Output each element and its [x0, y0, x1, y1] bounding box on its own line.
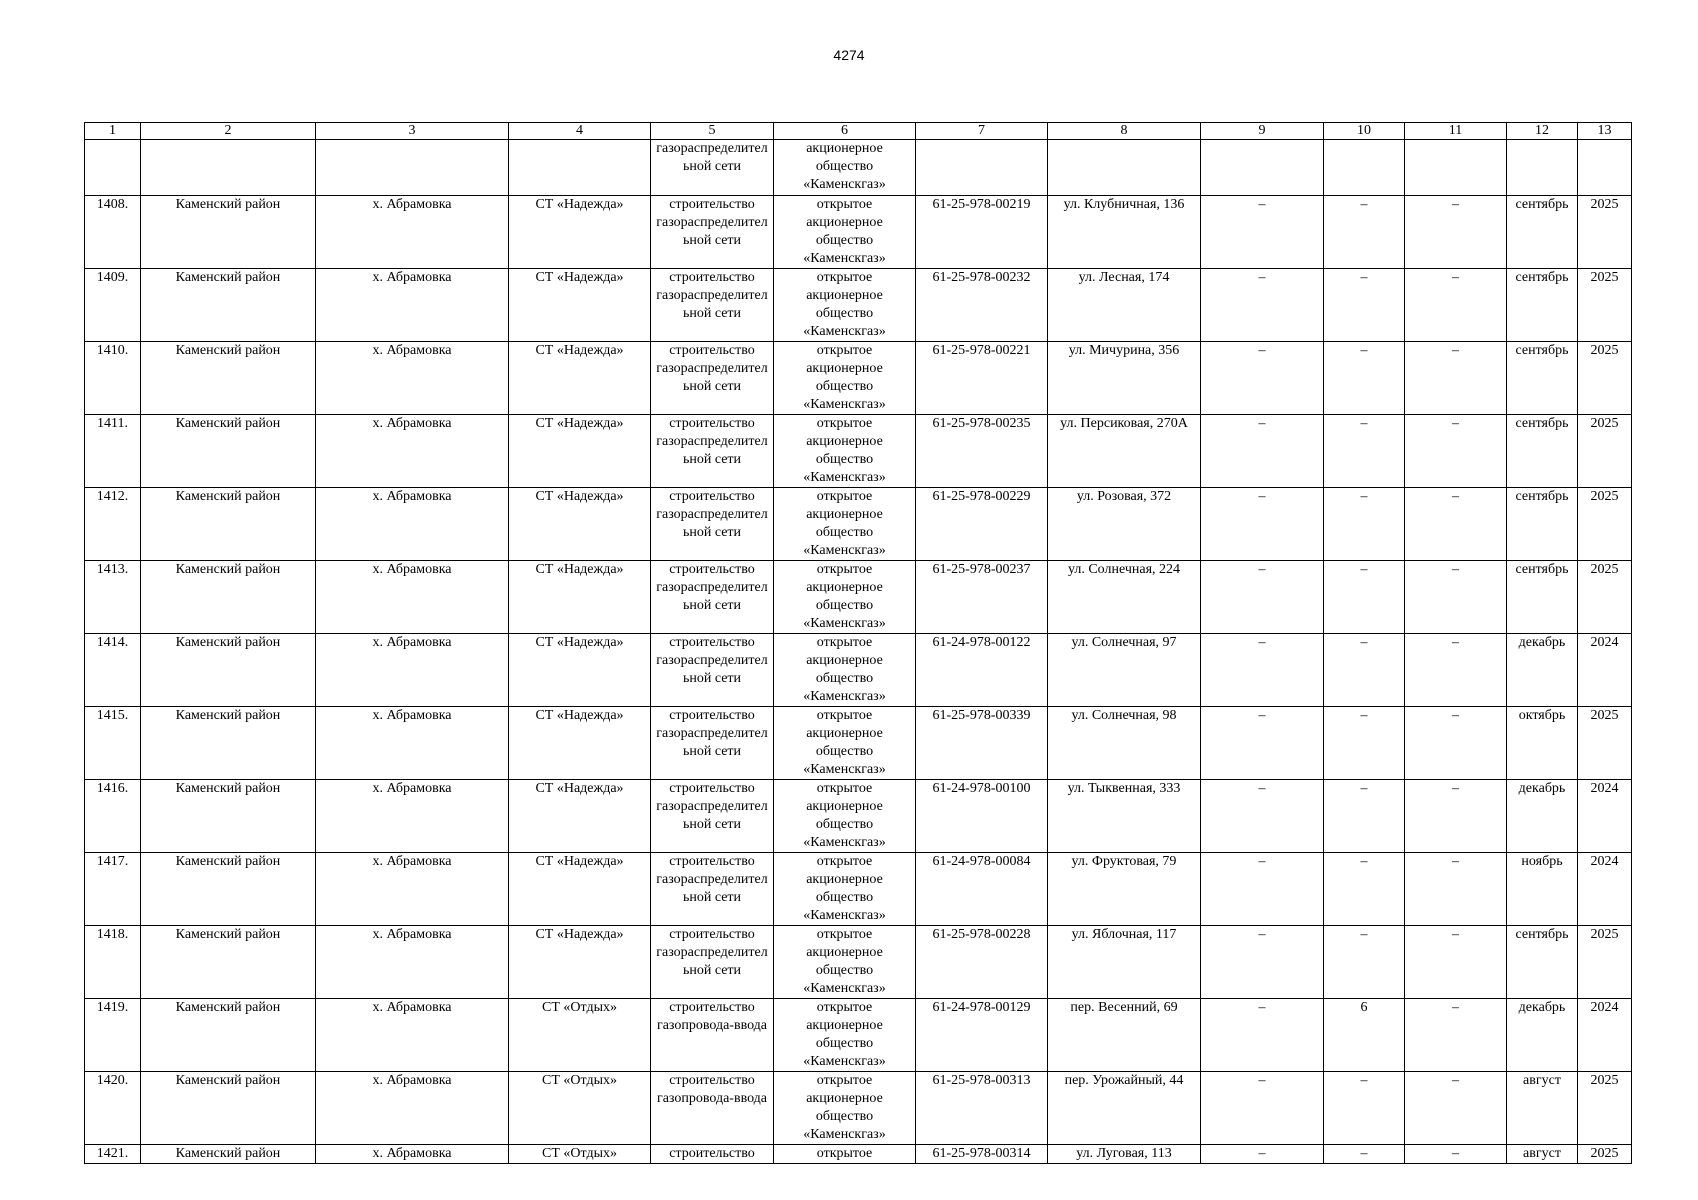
district-cell: Каменский район — [141, 196, 316, 269]
partnership-cell: СТ «Надежда» — [509, 853, 651, 926]
work-type-cell: строительство газопровода-ввода — [651, 1072, 774, 1145]
row-number: 1421. — [85, 1145, 141, 1164]
column-9-cell — [1201, 140, 1324, 196]
column-11-cell: – — [1405, 634, 1507, 707]
column-header: 11 — [1405, 123, 1507, 140]
column-9-cell: – — [1201, 488, 1324, 561]
settlement-cell: х. Абрамовка — [316, 634, 509, 707]
district-cell: Каменский район — [141, 415, 316, 488]
settlement-cell: х. Абрамовка — [316, 1145, 509, 1164]
executor-cell: открытое акционерное общество «Каменскгаз» — [774, 1072, 916, 1145]
column-9-cell: – — [1201, 342, 1324, 415]
column-10-cell: – — [1324, 707, 1405, 780]
executor-cell: открытое акционерное общество «Каменскгаз» — [774, 780, 916, 853]
address-cell: ул. Луговая, 113 — [1048, 1145, 1201, 1164]
year-cell: 2025 — [1578, 342, 1632, 415]
settlement-cell: х. Абрамовка — [316, 488, 509, 561]
address-cell: ул. Солнечная, 224 — [1048, 561, 1201, 634]
year-cell: 2025 — [1578, 1145, 1632, 1164]
address-cell: ул. Солнечная, 97 — [1048, 634, 1201, 707]
executor-cell: открытое акционерное общество «Каменскгаз» — [774, 926, 916, 999]
table-row — [85, 269, 1632, 342]
column-11-cell: – — [1405, 707, 1507, 780]
table-row — [85, 140, 1632, 196]
row-number: 1411. — [85, 415, 141, 488]
row-number — [85, 140, 141, 196]
column-10-cell: – — [1324, 1145, 1405, 1164]
partnership-cell: СТ «Надежда» — [509, 561, 651, 634]
column-header: 3 — [316, 123, 509, 140]
partnership-cell: СТ «Надежда» — [509, 634, 651, 707]
month-cell: декабрь — [1507, 780, 1578, 853]
executor-cell: открытое акционерное общество «Каменскгаз» — [774, 342, 916, 415]
address-cell: ул. Яблочная, 117 — [1048, 926, 1201, 999]
year-cell — [1578, 140, 1632, 196]
row-number: 1415. — [85, 707, 141, 780]
column-9-cell: – — [1201, 269, 1324, 342]
year-cell: 2025 — [1578, 196, 1632, 269]
column-11-cell: – — [1405, 999, 1507, 1072]
executor-cell: открытое акционерное общество «Каменскгаз» — [774, 853, 916, 926]
partnership-cell: СТ «Надежда» — [509, 780, 651, 853]
address-cell: пер. Весенний, 69 — [1048, 999, 1201, 1072]
row-number: 1408. — [85, 196, 141, 269]
column-9-cell: – — [1201, 561, 1324, 634]
registry-code-cell: 61-24-978-00100 — [916, 780, 1048, 853]
work-type-cell: строительство газораспределительной сети — [651, 269, 774, 342]
executor-cell: открытое — [774, 1145, 916, 1164]
address-cell: ул. Фруктовая, 79 — [1048, 853, 1201, 926]
settlement-cell — [316, 140, 509, 196]
executor-cell: открытое акционерное общество «Каменскгаз» — [774, 196, 916, 269]
district-cell: Каменский район — [141, 488, 316, 561]
column-10-cell: – — [1324, 342, 1405, 415]
registry-code-cell: 61-24-978-00122 — [916, 634, 1048, 707]
column-9-cell: – — [1201, 780, 1324, 853]
column-10-cell: – — [1324, 561, 1405, 634]
table-row — [85, 561, 1632, 634]
partnership-cell: СТ «Надежда» — [509, 269, 651, 342]
registry-code-cell: 61-24-978-00129 — [916, 999, 1048, 1072]
year-cell: 2025 — [1578, 561, 1632, 634]
row-number: 1413. — [85, 561, 141, 634]
column-header: 2 — [141, 123, 316, 140]
table-row — [85, 415, 1632, 488]
table-header — [85, 123, 1632, 140]
registry-code-cell: 61-25-978-00314 — [916, 1145, 1048, 1164]
column-11-cell: – — [1405, 269, 1507, 342]
work-type-cell: строительство газораспределительной сети — [651, 707, 774, 780]
column-header: 8 — [1048, 123, 1201, 140]
column-11-cell: – — [1405, 342, 1507, 415]
registry-code-cell: 61-25-978-00219 — [916, 196, 1048, 269]
column-10-cell: – — [1324, 926, 1405, 999]
work-type-cell: строительство — [651, 1145, 774, 1164]
year-cell: 2024 — [1578, 999, 1632, 1072]
district-cell: Каменский район — [141, 269, 316, 342]
settlement-cell: х. Абрамовка — [316, 196, 509, 269]
settlement-cell: х. Абрамовка — [316, 269, 509, 342]
partnership-cell: СТ «Отдых» — [509, 999, 651, 1072]
column-9-cell: – — [1201, 1072, 1324, 1145]
month-cell: сентябрь — [1507, 561, 1578, 634]
column-11-cell: – — [1405, 1072, 1507, 1145]
work-type-cell: строительство газопровода-ввода — [651, 999, 774, 1072]
column-11-cell: – — [1405, 926, 1507, 999]
settlement-cell: х. Абрамовка — [316, 853, 509, 926]
partnership-cell: СТ «Отдых» — [509, 1072, 651, 1145]
month-cell — [1507, 140, 1578, 196]
district-cell: Каменский район — [141, 707, 316, 780]
partnership-cell — [509, 140, 651, 196]
column-10-cell: – — [1324, 1072, 1405, 1145]
settlement-cell: х. Абрамовка — [316, 1072, 509, 1145]
registry-code-cell — [916, 140, 1048, 196]
table-row — [85, 780, 1632, 853]
executor-cell: открытое акционерное общество «Каменскгаз» — [774, 561, 916, 634]
column-11-cell: – — [1405, 415, 1507, 488]
address-cell — [1048, 140, 1201, 196]
registry-code-cell: 61-25-978-00237 — [916, 561, 1048, 634]
table-row — [85, 196, 1632, 269]
work-type-cell: газораспределительной сети — [651, 140, 774, 196]
table-row — [85, 342, 1632, 415]
row-number: 1419. — [85, 999, 141, 1072]
district-cell: Каменский район — [141, 561, 316, 634]
work-type-cell: строительство газораспределительной сети — [651, 488, 774, 561]
year-cell: 2025 — [1578, 488, 1632, 561]
column-11-cell: – — [1405, 488, 1507, 561]
district-cell: Каменский район — [141, 999, 316, 1072]
partnership-cell: СТ «Надежда» — [509, 707, 651, 780]
settlement-cell: х. Абрамовка — [316, 926, 509, 999]
column-header: 4 — [509, 123, 651, 140]
column-9-cell: – — [1201, 196, 1324, 269]
address-cell: ул. Солнечная, 98 — [1048, 707, 1201, 780]
column-11-cell: – — [1405, 1145, 1507, 1164]
year-cell: 2024 — [1578, 634, 1632, 707]
work-type-cell: строительство газораспределительной сети — [651, 853, 774, 926]
row-number: 1412. — [85, 488, 141, 561]
month-cell: сентябрь — [1507, 415, 1578, 488]
column-11-cell: – — [1405, 196, 1507, 269]
partnership-cell: СТ «Надежда» — [509, 342, 651, 415]
executor-cell: акционерное общество «Каменскгаз» — [774, 140, 916, 196]
work-type-cell: строительство газораспределительной сети — [651, 926, 774, 999]
column-header: 7 — [916, 123, 1048, 140]
column-header: 10 — [1324, 123, 1405, 140]
year-cell: 2024 — [1578, 780, 1632, 853]
month-cell: октябрь — [1507, 707, 1578, 780]
partnership-cell: СТ «Надежда» — [509, 926, 651, 999]
partnership-cell: СТ «Надежда» — [509, 415, 651, 488]
partnership-cell: СТ «Отдых» — [509, 1145, 651, 1164]
column-header: 13 — [1578, 123, 1632, 140]
column-9-cell: – — [1201, 926, 1324, 999]
settlement-cell: х. Абрамовка — [316, 415, 509, 488]
executor-cell: открытое акционерное общество «Каменскгаз» — [774, 488, 916, 561]
month-cell: сентябрь — [1507, 926, 1578, 999]
table-row — [85, 926, 1632, 999]
settlement-cell: х. Абрамовка — [316, 780, 509, 853]
executor-cell: открытое акционерное общество «Каменскгаз» — [774, 269, 916, 342]
column-10-cell: – — [1324, 196, 1405, 269]
district-cell: Каменский район — [141, 342, 316, 415]
table-row — [85, 999, 1632, 1072]
address-cell: ул. Розовая, 372 — [1048, 488, 1201, 561]
month-cell: август — [1507, 1145, 1578, 1164]
column-header: 12 — [1507, 123, 1578, 140]
column-10-cell: – — [1324, 415, 1405, 488]
column-9-cell: – — [1201, 853, 1324, 926]
column-11-cell: – — [1405, 853, 1507, 926]
settlement-cell: х. Абрамовка — [316, 561, 509, 634]
district-cell: Каменский район — [141, 1145, 316, 1164]
row-number: 1410. — [85, 342, 141, 415]
address-cell: ул. Мичурина, 356 — [1048, 342, 1201, 415]
column-9-cell: – — [1201, 999, 1324, 1072]
registry-code-cell: 61-25-978-00229 — [916, 488, 1048, 561]
year-cell: 2025 — [1578, 269, 1632, 342]
address-cell: ул. Лесная, 174 — [1048, 269, 1201, 342]
district-cell — [141, 140, 316, 196]
row-number: 1417. — [85, 853, 141, 926]
table-row — [85, 707, 1632, 780]
month-cell: август — [1507, 1072, 1578, 1145]
partnership-cell: СТ «Надежда» — [509, 488, 651, 561]
table-row — [85, 488, 1632, 561]
column-11-cell — [1405, 140, 1507, 196]
column-header: 6 — [774, 123, 916, 140]
column-header: 1 — [85, 123, 141, 140]
table-body — [85, 140, 1632, 1164]
work-type-cell: строительство газораспределительной сети — [651, 196, 774, 269]
table-row — [85, 853, 1632, 926]
column-10-cell: – — [1324, 853, 1405, 926]
registry-code-cell: 61-25-978-00339 — [916, 707, 1048, 780]
address-cell: ул. Тыквенная, 333 — [1048, 780, 1201, 853]
table-row — [85, 1145, 1632, 1164]
district-cell: Каменский район — [141, 1072, 316, 1145]
column-11-cell: – — [1405, 561, 1507, 634]
registry-code-cell: 61-25-978-00228 — [916, 926, 1048, 999]
district-cell: Каменский район — [141, 926, 316, 999]
registry-code-cell: 61-25-978-00221 — [916, 342, 1048, 415]
row-number: 1414. — [85, 634, 141, 707]
work-type-cell: строительство газораспределительной сети — [651, 780, 774, 853]
work-type-cell: строительство газораспределительной сети — [651, 634, 774, 707]
district-cell: Каменский район — [141, 853, 316, 926]
column-9-cell: – — [1201, 415, 1324, 488]
settlement-cell: х. Абрамовка — [316, 999, 509, 1072]
column-9-cell: – — [1201, 634, 1324, 707]
registry-code-cell: 61-25-978-00232 — [916, 269, 1048, 342]
partnership-cell: СТ «Надежда» — [509, 196, 651, 269]
column-9-cell: – — [1201, 707, 1324, 780]
column-10-cell: – — [1324, 269, 1405, 342]
page-number: 4274 — [833, 47, 865, 63]
table-row — [85, 1072, 1632, 1145]
month-cell: декабрь — [1507, 634, 1578, 707]
work-type-cell: строительство газораспределительной сети — [651, 415, 774, 488]
column-header: 9 — [1201, 123, 1324, 140]
gas-network-registry-table — [84, 122, 1632, 1164]
column-10-cell — [1324, 140, 1405, 196]
work-type-cell: строительство газораспределительной сети — [651, 342, 774, 415]
district-cell: Каменский район — [141, 634, 316, 707]
row-number: 1409. — [85, 269, 141, 342]
month-cell: ноябрь — [1507, 853, 1578, 926]
month-cell: декабрь — [1507, 999, 1578, 1072]
district-cell: Каменский район — [141, 780, 316, 853]
month-cell: сентябрь — [1507, 488, 1578, 561]
month-cell: сентябрь — [1507, 342, 1578, 415]
column-header: 5 — [651, 123, 774, 140]
column-10-cell: – — [1324, 634, 1405, 707]
column-number-row — [85, 123, 1632, 140]
year-cell: 2025 — [1578, 707, 1632, 780]
executor-cell: открытое акционерное общество «Каменскгаз» — [774, 415, 916, 488]
column-11-cell: – — [1405, 780, 1507, 853]
registry-code-cell: 61-24-978-00084 — [916, 853, 1048, 926]
address-cell: ул. Клубничная, 136 — [1048, 196, 1201, 269]
column-9-cell: – — [1201, 1145, 1324, 1164]
work-type-cell: строительство газораспределительной сети — [651, 561, 774, 634]
column-10-cell: – — [1324, 780, 1405, 853]
executor-cell: открытое акционерное общество «Каменскгаз» — [774, 707, 916, 780]
month-cell: сентябрь — [1507, 196, 1578, 269]
row-number: 1418. — [85, 926, 141, 999]
month-cell: сентябрь — [1507, 269, 1578, 342]
year-cell: 2025 — [1578, 415, 1632, 488]
address-cell: ул. Персиковая, 270А — [1048, 415, 1201, 488]
executor-cell: открытое акционерное общество «Каменскгаз» — [774, 634, 916, 707]
column-10-cell: 6 — [1324, 999, 1405, 1072]
registry-code-cell: 61-25-978-00313 — [916, 1072, 1048, 1145]
executor-cell: открытое акционерное общество «Каменскгаз» — [774, 999, 916, 1072]
registry-code-cell: 61-25-978-00235 — [916, 415, 1048, 488]
row-number: 1420. — [85, 1072, 141, 1145]
column-10-cell: – — [1324, 488, 1405, 561]
year-cell: 2024 — [1578, 853, 1632, 926]
year-cell: 2025 — [1578, 926, 1632, 999]
address-cell: пер. Урожайный, 44 — [1048, 1072, 1201, 1145]
settlement-cell: х. Абрамовка — [316, 342, 509, 415]
row-number: 1416. — [85, 780, 141, 853]
table-row — [85, 634, 1632, 707]
settlement-cell: х. Абрамовка — [316, 707, 509, 780]
year-cell: 2025 — [1578, 1072, 1632, 1145]
